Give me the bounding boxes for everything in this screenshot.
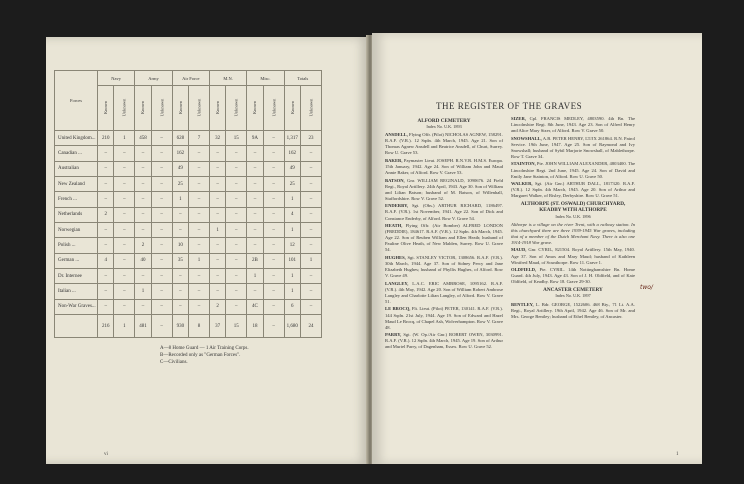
total-cell: 24 bbox=[300, 315, 321, 338]
table-row bbox=[55, 176, 322, 191]
total-cell: – bbox=[263, 315, 284, 338]
table-cell: – bbox=[209, 268, 225, 283]
table-cell: – bbox=[226, 253, 247, 268]
grave-entry bbox=[385, 158, 503, 176]
table-cell: 458 bbox=[135, 131, 151, 146]
table-cell: – bbox=[135, 146, 151, 161]
table-cell: – bbox=[135, 268, 151, 283]
total-cell: – bbox=[151, 315, 172, 338]
table-cell: – bbox=[135, 299, 151, 314]
sub-header-label: Known bbox=[215, 100, 221, 115]
sub-header bbox=[189, 86, 210, 131]
table-cell: 4C bbox=[247, 299, 263, 314]
table-cell: – bbox=[263, 299, 284, 314]
table-cell: – bbox=[114, 284, 135, 299]
table-cell: 6 bbox=[284, 299, 300, 314]
sub-header-label: Unknown bbox=[308, 98, 314, 117]
table-row bbox=[55, 192, 322, 207]
table-cell: 2B bbox=[247, 253, 263, 268]
table-cell: 23 bbox=[300, 131, 321, 146]
table-cell: 1 bbox=[284, 268, 300, 283]
table-cell: – bbox=[151, 268, 172, 283]
sub-header bbox=[300, 86, 321, 131]
table-cell: – bbox=[189, 268, 210, 283]
table-cell: – bbox=[263, 131, 284, 146]
table-cell: – bbox=[98, 268, 114, 283]
total-cell: 481 bbox=[135, 315, 151, 338]
table-cell: – bbox=[189, 299, 210, 314]
forces-table bbox=[54, 70, 322, 338]
totals-label-cell bbox=[55, 315, 98, 338]
sub-header bbox=[284, 86, 300, 131]
table-cell: – bbox=[209, 146, 225, 161]
table-cell: – bbox=[300, 222, 321, 237]
table-cell: – bbox=[226, 176, 247, 191]
table-cell: 1 bbox=[284, 192, 300, 207]
table-cell: – bbox=[226, 238, 247, 253]
table-cell: – bbox=[209, 238, 225, 253]
sub-header-label: Unknown bbox=[159, 98, 165, 117]
table-cell: – bbox=[151, 222, 172, 237]
table-cell: – bbox=[189, 146, 210, 161]
table-cell: – bbox=[114, 207, 135, 222]
table-cell: 9A bbox=[247, 131, 263, 146]
table-cell: – bbox=[172, 268, 188, 283]
table-cell: 1 bbox=[300, 253, 321, 268]
table-cell: 2 bbox=[209, 299, 225, 314]
footnotes bbox=[160, 345, 249, 366]
table-cell: – bbox=[151, 192, 172, 207]
grave-entry bbox=[385, 178, 503, 202]
table-row bbox=[55, 238, 322, 253]
table-row bbox=[55, 268, 322, 283]
table-cell: – bbox=[300, 238, 321, 253]
table-row bbox=[55, 146, 322, 161]
table-cell: – bbox=[189, 207, 210, 222]
grave-entry-details: Paymaster Lieut. JOSEPH. R.N.V.R. H.M.S. Europa. 15th January, 1942. Age 24. Son of William John and Maud Annie Baker, of Alford. Row V. Grave 53. bbox=[385, 157, 503, 176]
group-header: Navy bbox=[98, 71, 135, 86]
grave-entry bbox=[511, 247, 635, 265]
table-cell: – bbox=[209, 192, 225, 207]
table-cell: – bbox=[247, 146, 263, 161]
table-cell: – bbox=[151, 207, 172, 222]
grave-entry-surname: SNOWSHALL, bbox=[511, 135, 542, 141]
table-cell: 2 bbox=[98, 207, 114, 222]
grave-entry bbox=[385, 332, 503, 350]
sub-header bbox=[114, 86, 135, 131]
table-cell: – bbox=[114, 238, 135, 253]
table-cell: – bbox=[151, 131, 172, 146]
table-cell: – bbox=[263, 268, 284, 283]
register-column-left bbox=[385, 116, 503, 352]
table-cell: 10 bbox=[172, 238, 188, 253]
table-row bbox=[55, 253, 322, 268]
table-cell: – bbox=[189, 176, 210, 191]
table-cell: 4 bbox=[284, 207, 300, 222]
table-cell: 162 bbox=[284, 146, 300, 161]
table-cell: 49 bbox=[172, 161, 188, 176]
sub-header-label: Unknown bbox=[271, 98, 277, 117]
table-cell: 2 bbox=[135, 238, 151, 253]
sub-header-label: Unknown bbox=[196, 98, 202, 117]
left-folio: vi bbox=[104, 452, 108, 457]
sub-header bbox=[151, 86, 172, 131]
grave-entry-surname: LE BROCQ, bbox=[385, 306, 411, 312]
sub-header bbox=[172, 86, 188, 131]
table-cell: – bbox=[300, 176, 321, 191]
table-cell: – bbox=[114, 161, 135, 176]
table-cell: 1 bbox=[209, 222, 225, 237]
table-cell: – bbox=[300, 268, 321, 283]
grave-entry bbox=[511, 161, 635, 179]
grave-entry bbox=[385, 132, 503, 156]
grave-entry-surname: OLDFIELD, bbox=[511, 267, 537, 273]
table-cell: 210 bbox=[98, 131, 114, 146]
cemetery-index: Index No. U.K. 1896 bbox=[555, 213, 591, 219]
grave-entry-details: Flt. Lieut. (Pilot) PETER, 130141. R.A.F. (V.R.). 144 Sqdn. 21st July, 1944. Age 19. Son of Edward and Hazel Maud Le Brocq, of Chapel Ash, Wolverhampton. Row V. Grave 48. bbox=[385, 306, 503, 330]
table-cell: 1 bbox=[284, 284, 300, 299]
sub-header-label: Unknown bbox=[233, 98, 239, 117]
table-cell: 1,317 bbox=[284, 131, 300, 146]
table-cell: – bbox=[263, 284, 284, 299]
sub-header-label: Known bbox=[289, 100, 295, 115]
table-cell: – bbox=[135, 222, 151, 237]
table-cell: – bbox=[263, 238, 284, 253]
total-cell: 15 bbox=[226, 315, 247, 338]
table-cell: – bbox=[135, 192, 151, 207]
table-cell: – bbox=[263, 207, 284, 222]
table-cell: – bbox=[263, 176, 284, 191]
force-name: German ... bbox=[55, 253, 98, 268]
grave-entry-surname: PARRY, bbox=[385, 332, 402, 338]
table-cell: 1 bbox=[135, 284, 151, 299]
cemetery-index: Index No. U.K. 1893 bbox=[426, 124, 462, 130]
cemetery-heading: ALTHORPE (ST. OSWALD) CHURCHYARD, KEADBY WITH ALTHORPE bbox=[520, 201, 626, 214]
grave-entry bbox=[511, 116, 635, 134]
table-cell: 1 bbox=[172, 192, 188, 207]
cemetery-note: Althorpe is a village on the river Trent, with a railway station. In this churchyard there are three 1939-1945 War graves, including that of a member of the Dutch Merchant Navy. There is also one 1914-1918 War grave. bbox=[511, 221, 635, 245]
force-name: Non-War Graves... bbox=[55, 299, 98, 314]
table-cell: – bbox=[98, 299, 114, 314]
table-cell: – bbox=[189, 161, 210, 176]
grave-entry-surname: BAKER, bbox=[385, 157, 403, 163]
table-cell: – bbox=[135, 207, 151, 222]
table-cell: – bbox=[247, 238, 263, 253]
table-cell: – bbox=[98, 238, 114, 253]
table-cell: – bbox=[114, 268, 135, 283]
table-cell: – bbox=[151, 238, 172, 253]
table-cell: 628 bbox=[172, 131, 188, 146]
table-cell: – bbox=[114, 253, 135, 268]
table-cell: – bbox=[300, 284, 321, 299]
table-row bbox=[55, 299, 322, 314]
table-cell: – bbox=[263, 222, 284, 237]
grave-entry-surname: BATSON, bbox=[385, 177, 405, 183]
register-title: THE REGISTER OF THE GRAVES bbox=[436, 101, 583, 111]
table-cell: 32 bbox=[209, 131, 225, 146]
force-name: French ... bbox=[55, 192, 98, 207]
sub-header bbox=[226, 86, 247, 131]
total-cell: 37 bbox=[209, 315, 225, 338]
table-cell: – bbox=[226, 268, 247, 283]
table-cell: 49 bbox=[284, 161, 300, 176]
grave-entry-details: Gnr. WILLIAM REGINALD, 1090676. 24 Field Regt., Royal Artillery. 24th April, 1943. Age 30. Son of William and Lilian Batson; husband of M. Batson, of Willenhall, Staffordshire. Row V. Grave 52. bbox=[385, 177, 503, 201]
grave-entry-surname: SIZER, bbox=[511, 116, 526, 121]
cemetery-index: Index No. U.K. 1897 bbox=[555, 293, 591, 299]
table-cell: – bbox=[247, 161, 263, 176]
table-cell: – bbox=[247, 284, 263, 299]
sub-header-label: Known bbox=[177, 100, 183, 115]
right-folio: 1 bbox=[676, 452, 679, 457]
grave-entry-surname: MAUD, bbox=[511, 247, 527, 253]
table-cell: – bbox=[151, 161, 172, 176]
table-cell: – bbox=[151, 146, 172, 161]
table-cell: 1 bbox=[284, 222, 300, 237]
table-cell: – bbox=[114, 176, 135, 191]
grave-entry bbox=[511, 181, 635, 199]
table-cell: – bbox=[151, 284, 172, 299]
table-row bbox=[55, 131, 322, 146]
table-cell: 40 bbox=[135, 253, 151, 268]
table-cell: – bbox=[189, 284, 210, 299]
table-cell: – bbox=[98, 146, 114, 161]
table-body bbox=[55, 131, 322, 338]
table-cell: – bbox=[114, 146, 135, 161]
table-cell: – bbox=[114, 222, 135, 237]
table-row bbox=[55, 222, 322, 237]
grave-entry-details: A.B. PETER HENRY, LT/JX 261864. R.N. Patrol Service. 19th June, 1947. Age 25. Son of Raymond and Ivy Snowshall; husband of Sybil Marjorie Snowshall, of Mablethorpe. Row T. Grave 34. bbox=[511, 135, 635, 159]
grave-entry-surname: ENDERBY, bbox=[385, 203, 409, 209]
table-cell: – bbox=[114, 192, 135, 207]
table-cell: – bbox=[151, 299, 172, 314]
table-cell: – bbox=[189, 222, 210, 237]
grave-entry bbox=[511, 302, 635, 320]
table-cell: – bbox=[263, 161, 284, 176]
table-cell: – bbox=[209, 284, 225, 299]
table-cell: 15 bbox=[226, 131, 247, 146]
grave-entry bbox=[385, 223, 503, 253]
table-cell: – bbox=[247, 192, 263, 207]
sub-header bbox=[135, 86, 151, 131]
table-cell: 12 bbox=[284, 238, 300, 253]
table-cell: – bbox=[209, 176, 225, 191]
table-cell: – bbox=[172, 222, 188, 237]
table-cell: – bbox=[300, 161, 321, 176]
table-cell: 25 bbox=[284, 176, 300, 191]
table-cell: 162 bbox=[172, 146, 188, 161]
total-cell: 18 bbox=[247, 315, 263, 338]
force-name: New Zealand bbox=[55, 176, 98, 191]
table-cell: – bbox=[151, 176, 172, 191]
sub-header-label: Known bbox=[252, 100, 258, 115]
grave-entry-surname: LANGLEY, bbox=[385, 280, 409, 286]
table-cell: – bbox=[300, 207, 321, 222]
grave-entry-details: Cpl. FRANCIS MEDLEY, 4803590. 4th Bn. The Lincolnshire Regt. 8th June, 1943. Age 23. Son of Alfred Henry and Alice Mary Sizer, of Alford. Row V. Grave 50. bbox=[511, 116, 636, 134]
table-cell: – bbox=[209, 161, 225, 176]
grave-entry bbox=[511, 136, 635, 160]
force-name: Australian bbox=[55, 161, 98, 176]
footnote: B—Recorded only as "German Forces". bbox=[160, 353, 241, 358]
force-name: United Kingdom... bbox=[55, 131, 98, 146]
table-cell: – bbox=[172, 207, 188, 222]
table-row bbox=[55, 284, 322, 299]
group-header: Misc. bbox=[247, 71, 284, 86]
table-cell: – bbox=[189, 238, 210, 253]
table-cell: 1 bbox=[114, 131, 135, 146]
sub-header-label: Known bbox=[103, 100, 109, 115]
grave-entry-details: Flying Offr. (Pilot) NICHOLAS AGNEW, 158291. R.A.F. (V.R.). 12 Sqdn. 4th March, 1945. Age 21. Son of Thomas Agnew Ansdell and Beatrice Ansdell, of Churt, Surrey. Row U. Grave 53. bbox=[385, 132, 504, 156]
table-cell: – bbox=[226, 161, 247, 176]
grave-entry-surname: HUGHES, bbox=[385, 254, 406, 260]
cemetery-heading: ALFORD CEMETERY bbox=[417, 118, 471, 124]
force-name: Dr. Internee bbox=[55, 268, 98, 283]
table-cell: – bbox=[135, 161, 151, 176]
table-cell: – bbox=[98, 161, 114, 176]
grave-entry-details: Pte. CYRIL. 14th Nottinghamshire Bn. Home Guard. 4th July, 1943. Age 43. Son of J. H. Oldfield, and of Kate Oldfield, of Keadby. Row 18. Grave 29-30. bbox=[511, 267, 635, 285]
table-cell: – bbox=[98, 284, 114, 299]
table-cell: – bbox=[300, 299, 321, 314]
table-cell: – bbox=[135, 176, 151, 191]
grave-entry bbox=[511, 267, 635, 285]
table-row bbox=[55, 207, 322, 222]
force-name: Netherlands bbox=[55, 207, 98, 222]
grave-entry bbox=[385, 255, 503, 279]
table-cell: – bbox=[172, 299, 188, 314]
group-header: Totals bbox=[284, 71, 321, 86]
table-cell: – bbox=[247, 207, 263, 222]
sub-header bbox=[247, 86, 263, 131]
grave-entry-details: Sgt. (Air Gnr.) ARTHUR DALL, 1817320. R.A.F. (V.R.). 12 Sqdn. 4th March, 1945. Age 20. Son of Arthur and Margaret Walker, of Risley, Derbyshire. Row U. Grave 51. bbox=[511, 181, 635, 199]
forces-header: Forces bbox=[55, 71, 98, 131]
table-cell: – bbox=[98, 192, 114, 207]
table-cell: – bbox=[263, 192, 284, 207]
grave-entry-details: Pte. JOHN WILLIAM ALEXANDER, 4803400. The Lincolnshire Regt. 2nd June, 1945. Age 24. Son of David and Emily Jane Stainton, of Alford. Row U. Grave 50. bbox=[511, 161, 635, 179]
group-header: Air Force bbox=[172, 71, 209, 86]
table-cell: – bbox=[226, 146, 247, 161]
register-column-right bbox=[511, 116, 635, 321]
total-cell: 216 bbox=[98, 315, 114, 338]
table-cell: – bbox=[226, 222, 247, 237]
footnote: A—8 Home Guard — 1 Air Training Corps. bbox=[160, 346, 249, 351]
grave-entry bbox=[385, 306, 503, 330]
table-cell: – bbox=[189, 192, 210, 207]
table-cell: – bbox=[114, 299, 135, 314]
footnote: C—Civilians. bbox=[160, 360, 188, 365]
table-cell: – bbox=[151, 253, 172, 268]
table-cell: – bbox=[172, 284, 188, 299]
table-row bbox=[55, 161, 322, 176]
table-cell: – bbox=[300, 146, 321, 161]
grave-entry-details: Sgt. (W. Op./Air Gnr.) ROBERT OWEN, 3030991. R.A.F. (V.R.). 12 Sqdn. 4th March, 1945. Age 19. Son of Arthur and Muriel Parry, of Dagenham, Essex. Row U. Grave 52. bbox=[385, 332, 503, 350]
grave-entry-details: Sgt. STANLEY VICTOR, 1308656. R.A.F. (V.R.). 30th March, 1944. Age 37. Son of Sidney Percy and Jane Elizabeth Hughes; husband of Phyllis Hughes, of Alford. Row V. Grave 49. bbox=[385, 254, 503, 279]
grave-entry-surname: ANSDELL, bbox=[385, 132, 408, 138]
sub-header-label: Known bbox=[140, 100, 146, 115]
total-cell: 930 bbox=[172, 315, 188, 338]
sub-header-label: Unknown bbox=[121, 98, 127, 117]
table-cell: 7 bbox=[189, 131, 210, 146]
table-cell: – bbox=[226, 299, 247, 314]
totals-row bbox=[55, 315, 322, 338]
table-cell: – bbox=[263, 146, 284, 161]
grave-entry-details: Flying Offr. (Air Bomber) ALFRED LONDON (FREDDIE), 184617. R.A.F. (V.R.). 12 Sqdn. 4th March, 1945. Age 22. Son of Reuben William and Ellen Heath; husband of Pauline Olive Heath, of New Malden, Surrey. Row U. Grave 54. bbox=[385, 223, 503, 253]
table-cell: – bbox=[263, 253, 284, 268]
handwritten-note: two/ bbox=[640, 284, 653, 291]
table-cell: 4 bbox=[98, 253, 114, 268]
sub-header bbox=[209, 86, 225, 131]
table-cell: 35 bbox=[172, 253, 188, 268]
group-header: M.N. bbox=[209, 71, 246, 86]
table-cell: – bbox=[209, 253, 225, 268]
group-header: Army bbox=[135, 71, 172, 86]
table-cell: – bbox=[98, 222, 114, 237]
table-cell: 1 bbox=[189, 253, 210, 268]
total-cell: 1 bbox=[114, 315, 135, 338]
grave-entry-surname: STAINTON, bbox=[511, 161, 536, 167]
grave-entry-details: L. Bdr. GEORGE, 1522606. 468 Bty., 71 Lt. A.A. Regt., Royal Artillery. 19th April, 1942. Age 46. Son of Mr. and Mrs. George Bentley; husband of Ethel Bentley, of Ancaster. bbox=[511, 301, 635, 319]
table-cell: 1 bbox=[247, 268, 263, 283]
grave-entry bbox=[385, 281, 503, 305]
force-name: Italian ... bbox=[55, 284, 98, 299]
table-cell: – bbox=[247, 222, 263, 237]
table-cell: 25 bbox=[172, 176, 188, 191]
table-cell: – bbox=[209, 207, 225, 222]
grave-entry-surname: BENTLEY, bbox=[511, 301, 534, 307]
cemetery-heading: ANCASTER CEMETERY bbox=[543, 287, 603, 294]
sub-header bbox=[263, 86, 284, 131]
force-name: Canadian ... bbox=[55, 146, 98, 161]
grave-entry-details: Gnr. CYRIL, 821504. Royal Artillery. 15th May, 1940. Age 37. Son of Amos and Mary Maud; husband of Kathleen Winifred Maud, of Scunthorpe. Row 11. Grave 1. bbox=[511, 247, 635, 265]
grave-entry-details: L.A.C. ERIC AMBROSE, 1095162. R.A.F. (V.R.). 4th May, 1942. Age 20. Son of William Robert Ambrose Langley and Charlotte Lilian Langley, of Alford. Row V. Grave 51. bbox=[385, 280, 503, 304]
grave-entry-surname: HEATH, bbox=[385, 223, 403, 229]
grave-entry bbox=[385, 203, 503, 221]
grave-entry-surname: WALKER, bbox=[511, 181, 533, 187]
table-cell: – bbox=[226, 207, 247, 222]
force-name: Polish ... bbox=[55, 238, 98, 253]
table-cell: – bbox=[226, 192, 247, 207]
table-cell: – bbox=[226, 284, 247, 299]
table-cell: – bbox=[247, 176, 263, 191]
force-name: Norwegian bbox=[55, 222, 98, 237]
grave-entry-details: Sgt. (Obs.) ARTHUR RICHARD, 1186497. R.A.F. (V.R.). 1st November, 1941. Age 22. Son of Dick and Constance Enderby, of Alford. Row V. Grave 54. bbox=[385, 203, 503, 221]
total-cell: 8 bbox=[189, 315, 210, 338]
table-cell: 101 bbox=[284, 253, 300, 268]
table-cell: – bbox=[300, 192, 321, 207]
table-cell: – bbox=[98, 176, 114, 191]
sub-header bbox=[98, 86, 114, 131]
total-cell: 1,680 bbox=[284, 315, 300, 338]
